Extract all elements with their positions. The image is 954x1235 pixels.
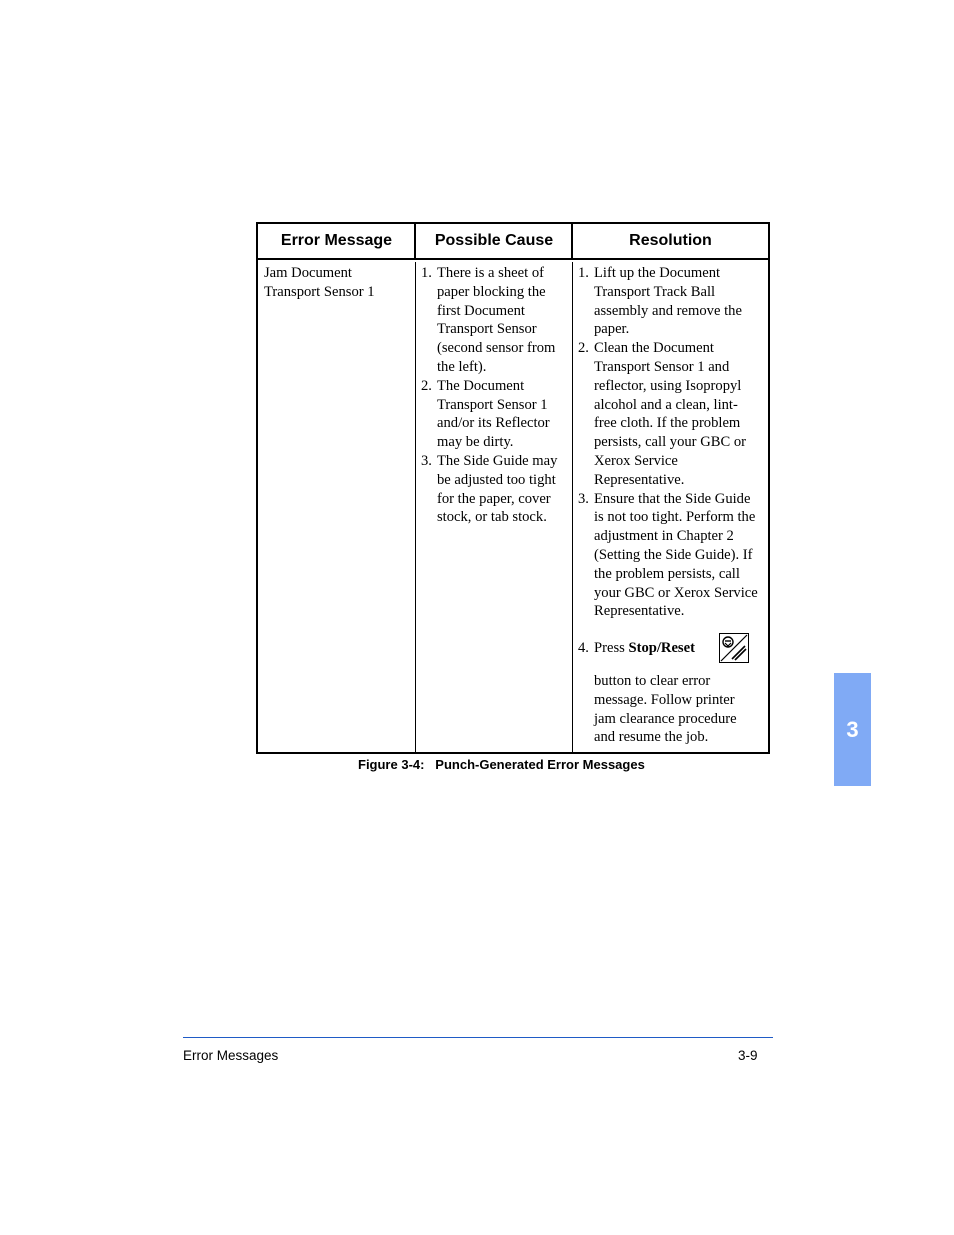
cause-item: 1. There is a sheet of paper blocking the first Document Transport Sensor (second sensor from the left). <box>421 265 556 375</box>
resolution-item: 3. Ensure that the Side Guide is not too tight. Perform the adjustment in Chapter 2 (Setting the Side Guide). If the problem persists, call your GBC or Xerox Service Representative. <box>578 490 758 620</box>
cause-item: 3. The Side Guide may be adjusted too tight for the paper, cover stock, or tab stock. <box>421 452 558 526</box>
error-messages-table <box>256 222 770 754</box>
error-message-text: Jam Document Transport Sensor 1 <box>264 265 375 300</box>
figure-caption: Figure 3-4: Punch-Generated Error Messages <box>358 757 645 772</box>
error-message-cell <box>258 262 415 752</box>
chapter-number: 3 <box>846 716 859 742</box>
cause-item: 2. The Document Transport Sensor 1 and/or its Reflector may be dirty. <box>421 377 550 451</box>
footer-rule <box>183 1037 773 1038</box>
resolution-item-step4: 4. Press Stop/Reset button to clear error message. Follow printer jam clearance procedure and resume the job. <box>573 639 760 747</box>
step4-continuation: button to clear error message. Follow printer jam clearance procedure and resume the job. <box>594 672 737 746</box>
stop-reset-label: Stop/Reset <box>628 640 695 657</box>
stop-reset-icon <box>719 633 749 663</box>
possible-cause-cell <box>415 262 572 752</box>
footer-section-title: Error Messages <box>183 1048 279 1063</box>
resolution-item: 1. Lift up the Document Transport Track Ball assembly and remove the paper. <box>578 265 742 338</box>
resolution-cell <box>572 262 768 752</box>
chapter-tab <box>834 673 871 786</box>
header-error-message: Error Message <box>258 224 415 260</box>
resolution-list <box>573 262 768 747</box>
header-possible-cause: Possible Cause <box>416 224 572 260</box>
cause-list <box>416 262 572 527</box>
footer-page-number: 3-9 <box>738 1048 758 1063</box>
resolution-item: 2. Clean the Document Transport Sensor 1 and reflector, using Isopropyl alcohol and a clean, lint-free cloth. If the problem persists, call your GBC or Xerox Service Representative. <box>578 340 747 488</box>
header-resolution: Resolution <box>573 224 768 260</box>
